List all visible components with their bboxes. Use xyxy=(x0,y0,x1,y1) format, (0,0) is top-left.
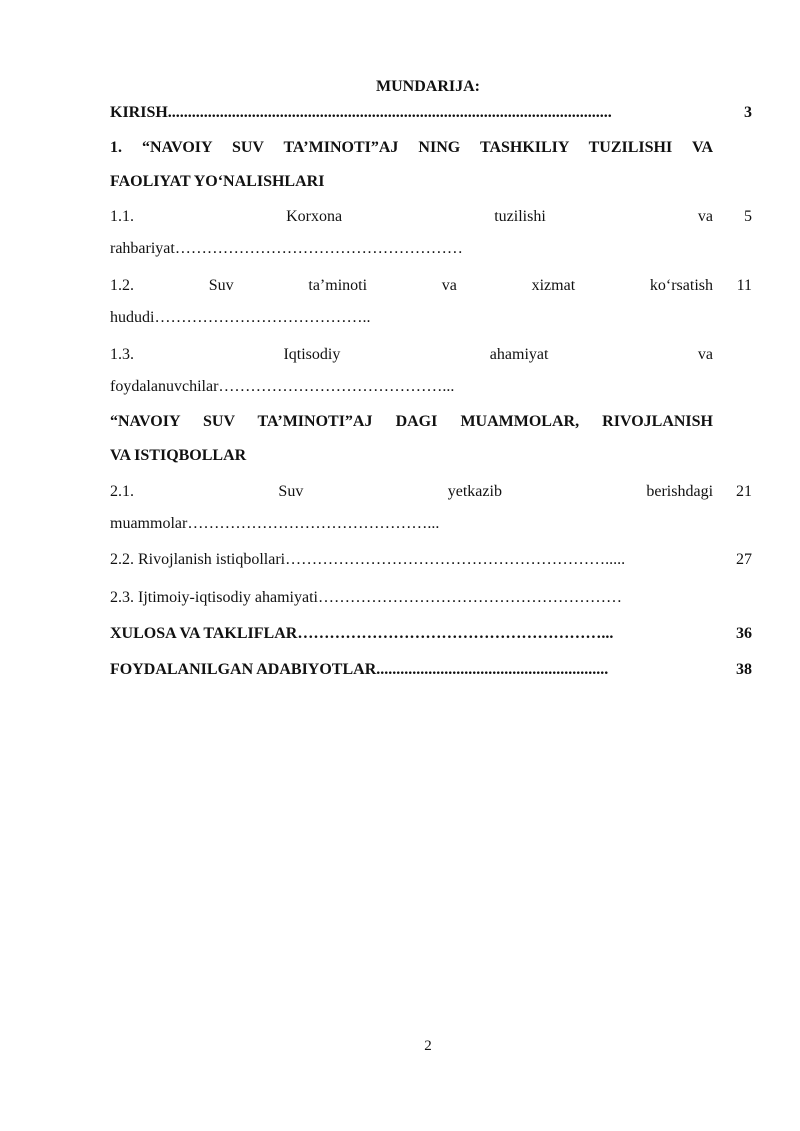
toc-title: MUNDARIJA: xyxy=(376,78,480,95)
toc-entry-page: 21 xyxy=(736,483,752,500)
toc-entry-line2: foydalanuvchilar……………………………………... xyxy=(110,378,455,395)
toc-entry-text: KIRISH............................................................................................................... xyxy=(110,104,612,121)
page-number: 2 xyxy=(424,1038,432,1054)
toc-entry-line1: 1.3. Iqtisodiy ahamiyat va xyxy=(110,346,713,363)
toc-heading-line: “NAVOIY SUV TA’MINOTI”AJ DAGI MUAMMOLAR, RIVOJLANISH xyxy=(110,413,713,430)
toc-entry-page: 11 xyxy=(736,277,752,294)
toc-entry-line1: 1.2. Suv ta’minoti va xizmat ko‘rsatish xyxy=(110,277,713,294)
toc-heading-line: FAOLIYAT YO‘NALISHLARI xyxy=(110,173,325,190)
toc-entry-line2: rahbariyat……………………………………………… xyxy=(110,240,463,257)
toc-entry-text: FOYDALANILGAN ADABIYOTLAR.......................................................... xyxy=(110,661,609,678)
toc-entry-page: 38 xyxy=(736,661,752,678)
toc-entry-line1: 2.1. Suv yetkazib berishdagi xyxy=(110,483,714,500)
toc-entry-line2: hududi………………………………….. xyxy=(110,309,371,326)
toc-entry-text: 2.3. Ijtimoiy-iqtisodiy ahamiyati………………………………………………… xyxy=(110,589,622,606)
toc-entry-text: XULOSA VA TAKLIFLAR…………………………………………………... xyxy=(110,625,614,642)
toc-entry-page: 27 xyxy=(736,551,752,568)
toc-entry-line1: 1.1. Korxona tuzilishi va xyxy=(110,208,714,225)
toc-entry-line2: muammolar………………………………………... xyxy=(110,515,440,532)
toc-heading-line: 1. “NAVOIY SUV TA’MINOTI”AJ NING TASHKILIY TUZILISHI VA xyxy=(110,139,713,156)
toc-entry-text: 2.2. Rivojlanish istiqbollari……………………………………………………..... xyxy=(110,551,626,568)
toc-entry-page: 36 xyxy=(736,625,752,642)
toc-entry-page: 5 xyxy=(744,208,752,225)
toc-heading-line: VA ISTIQBOLLAR xyxy=(110,447,247,464)
toc-entry-page: 3 xyxy=(744,104,752,121)
